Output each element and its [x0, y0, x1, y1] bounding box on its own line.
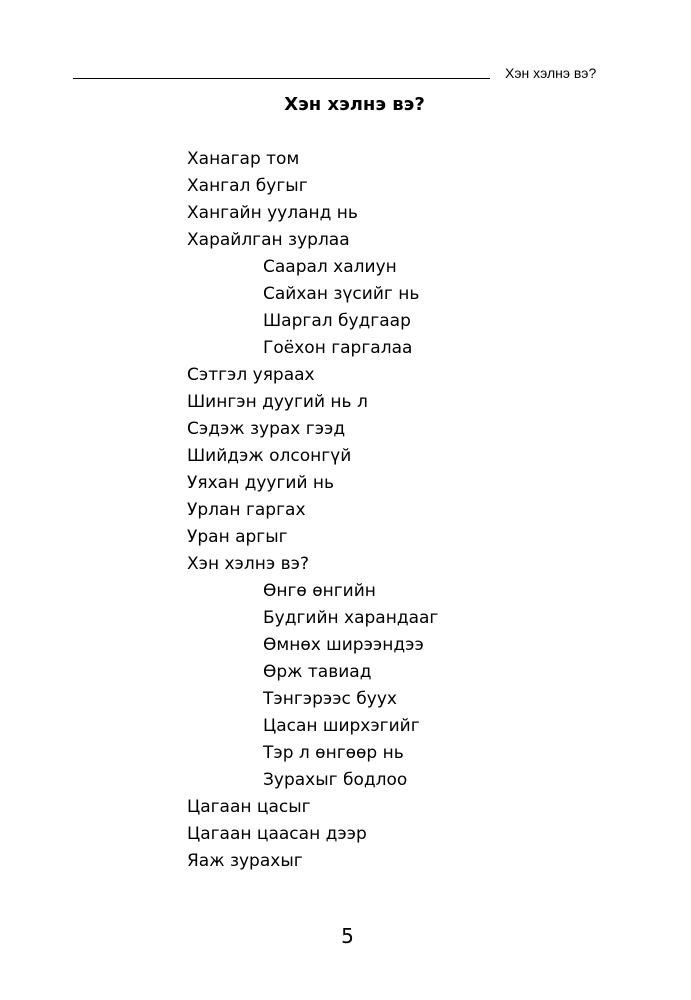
poem-line: Шаргал будгаар: [263, 311, 411, 331]
poem-line: Шингэн дуугий нь л: [187, 392, 368, 412]
poem-body: [187, 146, 438, 875]
poem-line: Цасан ширхэгийг: [263, 716, 420, 736]
poem-line: Яаж зурахыг: [187, 851, 303, 871]
poem-line: Урлан гаргах: [187, 500, 306, 520]
poem-title: Хэн хэлнэ вэ?: [284, 94, 425, 115]
poem-line: Шийдэж олсонгүй: [187, 446, 352, 466]
poem-line: Цагаан цаасан дээр: [187, 824, 367, 844]
poem-line: Уяхан дуугий нь: [187, 473, 335, 493]
poem-line: Будгийн харандааг: [263, 608, 439, 628]
poem-line: Цагаан цасыг: [187, 797, 311, 817]
poem-line: Сайхан зүсийг нь: [263, 284, 420, 304]
poem-line: Өнгө өнгийн: [263, 581, 376, 601]
poem-line: Хэн хэлнэ вэ?: [187, 554, 309, 574]
poem-line: Зурахыг бодлоо: [263, 770, 408, 790]
running-head-title: Хэн хэлнэ вэ?: [505, 65, 597, 81]
poem-line: Сэтгэл уяраах: [187, 365, 315, 385]
poem-line: Уран аргыг: [187, 527, 288, 547]
poem-line: Саарал халиун: [263, 257, 397, 277]
poem-line: Өмнөх ширээндээ: [263, 635, 424, 655]
poem-line: Сэдэж зурах гээд: [187, 419, 346, 439]
poem-line: Хангайн ууланд нь: [187, 203, 358, 223]
poem-line: Гоёхон гаргалаа: [263, 338, 413, 358]
poem-line: Хангал бугыг: [187, 176, 308, 196]
poem-line: Өрж тавиад: [263, 662, 372, 682]
poem-line: Тэнгэрээс буух: [263, 689, 397, 709]
header-rule: [73, 78, 490, 79]
poem-line: Тэр л өнгөөр нь: [263, 743, 404, 763]
poem-line: Харайлган зурлаа: [187, 230, 350, 250]
page-number: 5: [341, 924, 354, 948]
poem-line: Ханагар том: [187, 149, 300, 169]
